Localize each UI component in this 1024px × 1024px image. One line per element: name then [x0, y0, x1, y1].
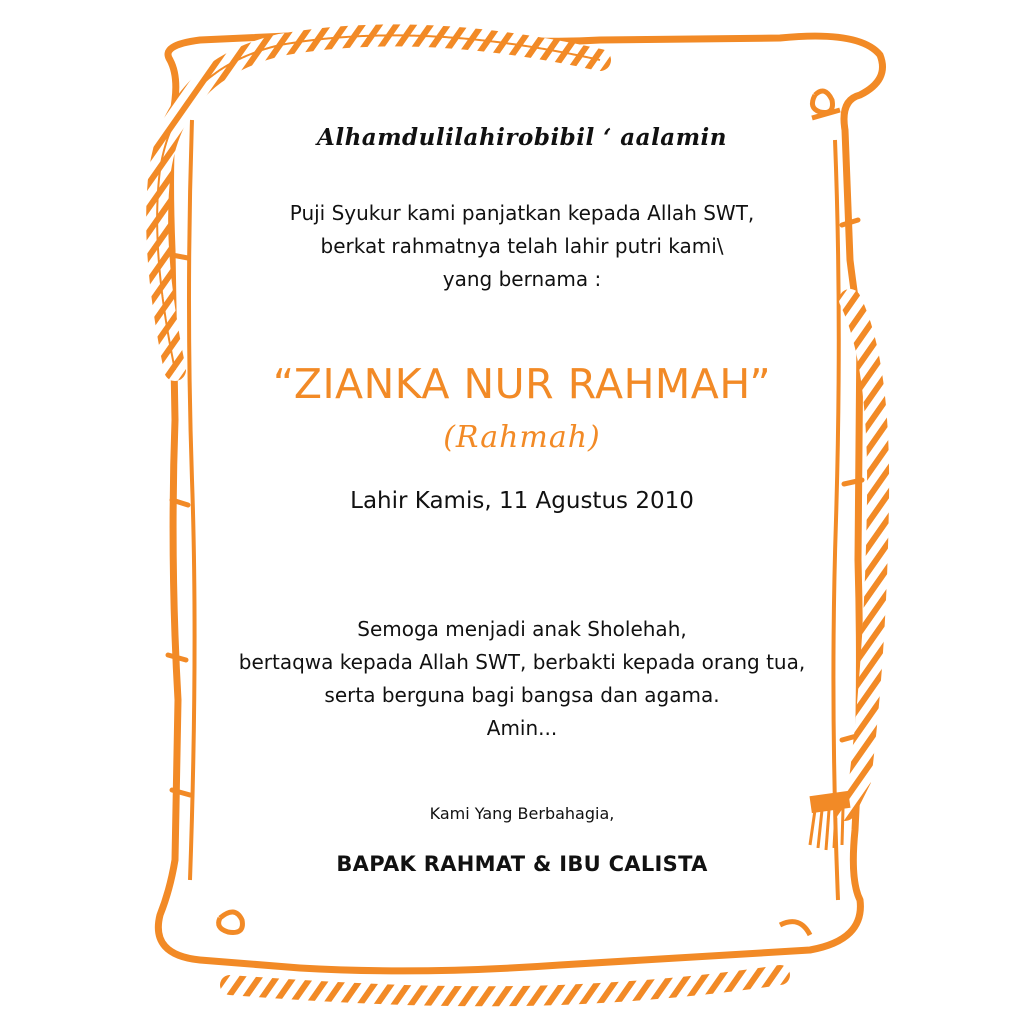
birth-date: Lahir Kamis, 11 Agustus 2010	[350, 488, 694, 514]
greeting-text: Alhamdulilahirobibil ‘ aalamin	[316, 124, 728, 151]
intro-paragraph	[0, 197, 1024, 296]
prayer-line: serta berguna bagi bangsa dan agama.	[324, 683, 720, 707]
prayer-line: bertaqwa kepada Allah SWT, berbakti kepada orang tua,	[238, 650, 806, 674]
rope-bottom	[230, 975, 780, 996]
intro-line: berkat rahmatnya telah lahir putri kami\	[320, 234, 724, 258]
prayer-line: Amin...	[486, 716, 558, 740]
signoff-text: Kami Yang Berbahagia,	[429, 804, 615, 823]
prayer-line: Semoga menjadi anak Sholehah,	[357, 617, 687, 641]
intro-line: Puji Syukur kami panjatkan kepada Allah SWT,	[289, 201, 755, 225]
child-nickname: (Rahmah)	[443, 420, 601, 455]
child-name: “ZIANKA NUR RAHMAH”	[272, 360, 772, 408]
parents-names: BAPAK RAHMAT & IBU CALISTA	[336, 852, 708, 876]
prayer-paragraph	[0, 613, 1024, 745]
intro-line: yang bernama :	[442, 267, 602, 291]
